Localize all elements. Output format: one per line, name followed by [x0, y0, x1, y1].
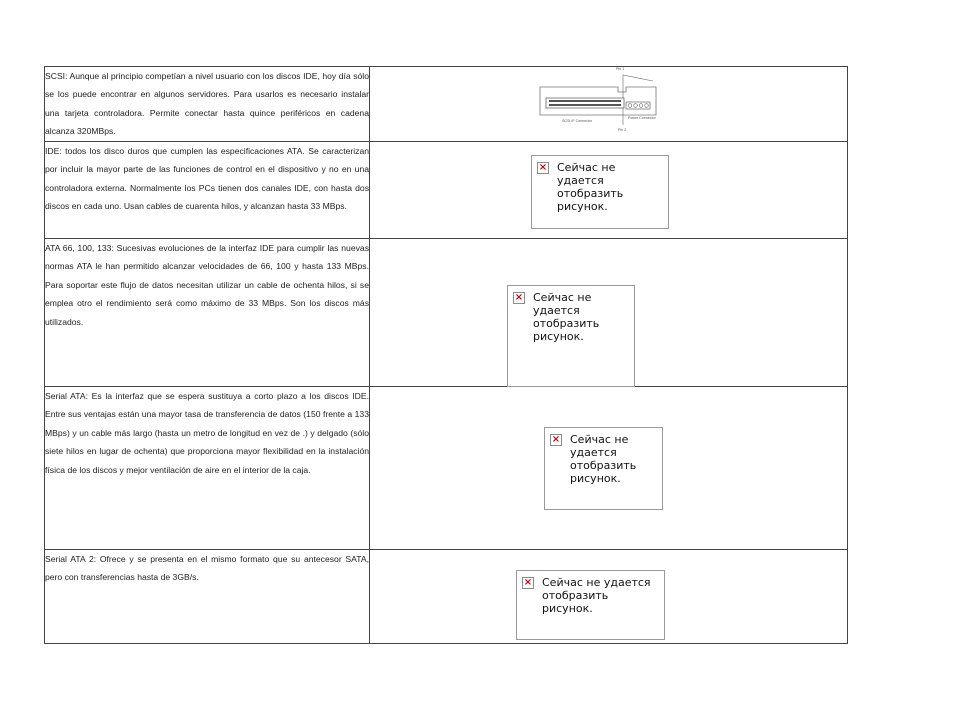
table-row-serial-ata — [45, 387, 848, 550]
row-description: ATA 66, 100, 133: Sucesivas evoluciones de la interfaz IDE para cumplir las nuevas normas ATA le han permitido alcanzar velocidades de 66, 100 y hasta 133 MBps. Para soportar este flujo de datos necesitan utilizar un cable de ochenta hilos, si se emplea otro el rendimiento será como máximo de 33 MBps. Son los discos más utilizados. — [45, 243, 369, 327]
broken-image-message: Сейчас не удается отобразить рисунок. — [542, 576, 651, 615]
broken-image-icon: × — [551, 434, 561, 445]
pin1-label: Pin 1 — [616, 67, 625, 71]
description-cell — [45, 239, 370, 387]
row-description: IDE: todos los disco duros que cumplen las especificaciones ATA. Se caracterizan por incluir la mayor parte de las funciones de control en el dispositivo y no en una controladora externa. Normalmente los PCs tienen dos canales IDE, con hasta dos discos en cada uno. Usan cables de cuarenta hilos, y alcanzan hasta 33 MBps. — [45, 146, 369, 212]
row-description: SCSI: Aunque al principio competían a nivel usuario con los discos IDE, hoy día sólo se los puede encontrar en algunos servidores. Para usarlos es necesario instalar una tarjeta controladora. Permite conectar hasta quince periféricos en cadena alcanza 320MBps. — [45, 71, 369, 137]
table-row-serial-ata-2 — [45, 550, 848, 644]
connector-label: SCSI IF Connector — [562, 119, 593, 123]
pin2-label: Pin 2 — [618, 128, 627, 132]
broken-image-placeholder — [544, 427, 663, 510]
table-row-ide — [45, 142, 848, 239]
description-cell — [45, 67, 370, 142]
power-connector-label: Power Connector — [628, 116, 656, 120]
broken-image-message: Сейчас не удается отобразить рисунок. — [557, 161, 624, 213]
description-cell — [45, 142, 370, 239]
broken-image-icon: × — [514, 292, 524, 303]
image-cell — [370, 67, 848, 142]
scsi-connector-diagram — [538, 67, 658, 145]
table-row-scsi — [45, 67, 848, 142]
image-cell — [370, 387, 848, 550]
image-cell — [370, 239, 848, 387]
broken-image-icon: × — [538, 162, 548, 173]
broken-image-icon: × — [523, 577, 533, 588]
image-cell — [370, 550, 848, 644]
description-cell — [45, 387, 370, 550]
broken-image-placeholder — [531, 155, 669, 229]
broken-image-message: Сейчас не удается отобразить рисунок. — [570, 433, 637, 485]
broken-image-message: Сейчас не удается отобразить рисунок. — [533, 291, 600, 343]
broken-image-placeholder — [516, 570, 665, 640]
image-cell — [370, 142, 848, 239]
row-description: Serial ATA 2: Ofrece y se presenta en el mismo formato que su antecesor SATA, pero con transferencias hasta de 3GB/s. — [45, 554, 369, 583]
table-row-ata — [45, 239, 848, 387]
disk-interfaces-table — [44, 66, 848, 644]
description-cell — [45, 550, 370, 644]
row-description: Serial ATA: Es la interfaz que se espera sustituya a corto plazo a los discos IDE. Entre sus ventajas están una mayor tasa de transferencia de datos (150 frente a 133 MBps) y un cable más largo (hasta un metro de longitud en vez de .) y delgado (sólo siete hilos en lugar de ochenta) que proporciona mayor flexibilidad en la instalación física de los discos y mejor ventilación de aire en el interior de la caja. — [45, 391, 369, 475]
broken-image-placeholder — [507, 285, 635, 387]
